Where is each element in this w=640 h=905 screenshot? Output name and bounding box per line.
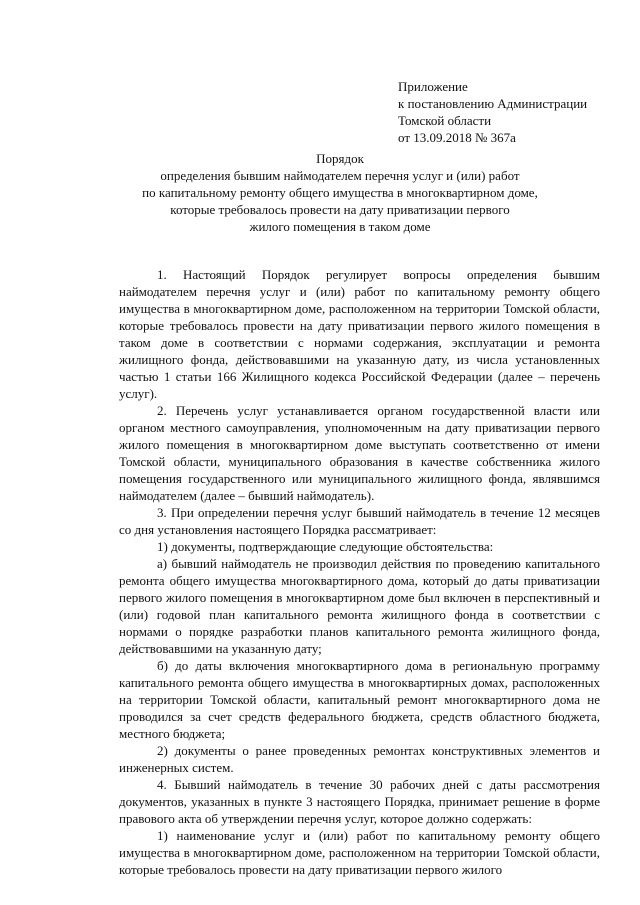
title-line: которые требовалось провести на дату приватизации первого [170, 202, 510, 217]
title-line: Порядок [316, 151, 364, 166]
title-line: определения бывшим наймодателем перечня услуг и (или) работ [160, 168, 520, 183]
paragraph: а) бывший наймодатель не производил действия по проведению капитального ремонта общего имущества многоквартирного дома, который до даты приватизации первого жилого помещения в многоквартирном доме был включен в перспективный и (или) годовой план капитального ремонта жилищного фонда в соответствии с нормами о порядке разработки планов капитального ремонта жилищного фонда, действовавшими на указанную дату; [119, 556, 600, 656]
appendix-line: к постановлению Администрации [398, 96, 588, 111]
appendix-line: Приложение [398, 79, 468, 94]
paragraph: 1) документы, подтверждающие следующие обстоятельства: [157, 539, 494, 554]
paragraph: 2) документы о ранее проведенных ремонтах конструктивных элементов и инженерных систем. [119, 743, 600, 775]
paragraph: 1) наименование услуг и (или) работ по капитальному ремонту общего имущества в многоквартирном доме, расположенном на территории Томской области, которые требовалось провести на дату приватизации первого жилого [119, 828, 600, 877]
paragraph: 1. Настоящий Порядок регулирует вопросы определения бывшим наймодателем перечня услуг и (или) работ по капитальному ремонту общего имущества в многоквартирном доме, расположенном на территории Томской области, которые требовалось провести на дату приватизации первого жилого помещения в таком доме в соответствии с нормами содержания, эксплуатации и ремонта жилищного фонда, действовавшими на указанную дату, из числа установленных частью 1 статьи 166 Жилищного кодекса Российской Федерации (далее – перечень услуг). [119, 267, 600, 401]
document-title [60, 150, 620, 235]
appendix-header [398, 78, 628, 146]
paragraph: 3. При определении перечня услуг бывший наймодатель в течение 12 месяцев со дня установления настоящего Порядка рассматривает: [119, 505, 600, 537]
appendix-line: от 13.09.2018 № 367а [398, 130, 516, 145]
title-line: по капитальному ремонту общего имущества в многоквартирном доме, [142, 185, 538, 200]
paragraph: б) до даты включения многоквартирного дома в региональную программу капитального ремонта общего имущества в многоквартирных домах, расположенных на территории Томской области, капитальный ремонт многоквартирного дома не проводился за счет средств федерального бюджета, средств областного бюджета, местного бюджета; [119, 658, 600, 741]
paragraph: 2. Перечень услуг устанавливается органом государственной власти или органом местного самоуправления, уполномоченным на дату приватизации первого жилого помещения в многоквартирном доме выступать соответственно от имени Томской области, муниципального образования в качестве собственника жилого помещения государственного или муниципального жилищного фонда, являвшимся наймодателем (далее – бывший наймодатель). [119, 403, 600, 503]
title-line: жилого помещения в таком доме [249, 219, 431, 234]
appendix-line: Томской области [398, 113, 492, 128]
paragraph: 4. Бывший наймодатель в течение 30 рабочих дней с даты рассмотрения документов, указанных в пункте 3 настоящего Порядка, принимает решение в форме правового акта об утверждении перечня услуг, которое должно содержать: [119, 777, 600, 826]
document-body [119, 266, 600, 878]
